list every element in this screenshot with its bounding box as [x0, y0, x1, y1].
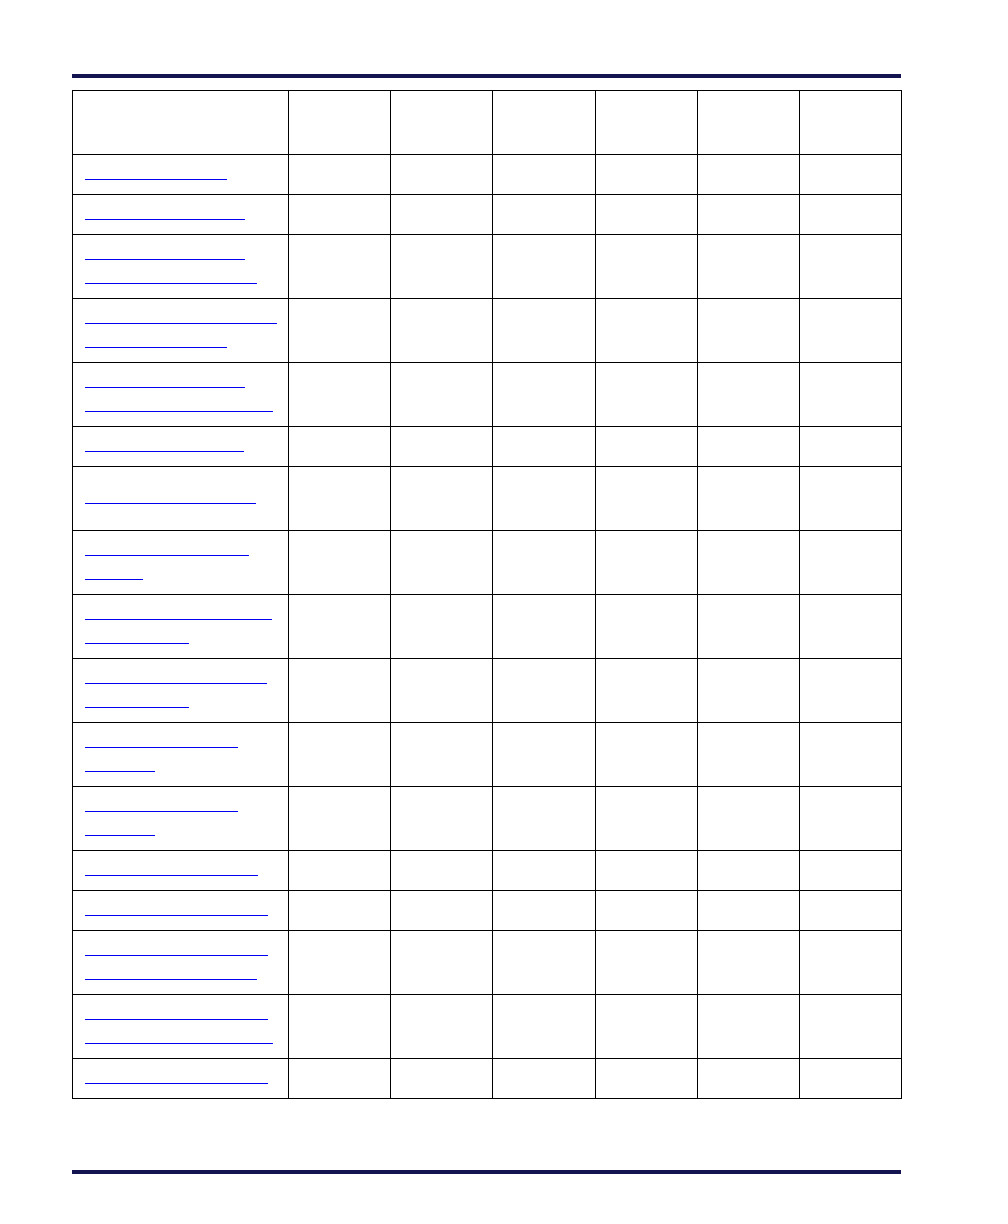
link-underline — [85, 979, 257, 980]
table-cell — [493, 363, 595, 427]
table-cell — [289, 235, 391, 299]
link-cell — [73, 1059, 289, 1099]
table-cell — [493, 299, 595, 363]
table-cell — [391, 995, 493, 1059]
table-row — [73, 787, 902, 851]
data-table — [72, 90, 902, 1099]
link-line[interactable] — [85, 608, 288, 622]
link-line[interactable] — [85, 168, 288, 182]
table-cell — [595, 851, 697, 891]
table-cell — [799, 851, 901, 891]
header-rule — [72, 74, 901, 78]
link-underline — [85, 179, 227, 180]
table-cell — [289, 851, 391, 891]
link-line[interactable] — [85, 736, 288, 750]
link-text[interactable] — [85, 544, 288, 582]
table-cell — [493, 931, 595, 995]
link-text[interactable] — [85, 736, 288, 774]
link-cell — [73, 595, 289, 659]
link-line[interactable] — [85, 544, 288, 558]
link-underline — [85, 219, 245, 220]
link-line[interactable] — [85, 800, 288, 814]
table-cell — [289, 995, 391, 1059]
table-cell — [595, 995, 697, 1059]
table-row — [73, 995, 902, 1059]
table-cell — [697, 995, 799, 1059]
table-cell — [493, 155, 595, 195]
table-cell — [595, 1059, 697, 1099]
table-cell — [799, 467, 901, 531]
link-line[interactable] — [85, 672, 288, 686]
table-cell — [697, 787, 799, 851]
link-underline — [85, 387, 245, 388]
link-text[interactable] — [85, 1072, 288, 1086]
table-cell — [595, 787, 697, 851]
link-text[interactable] — [85, 864, 288, 878]
table-cell — [493, 195, 595, 235]
table-cell — [493, 723, 595, 787]
link-cell — [73, 363, 289, 427]
link-text[interactable] — [85, 168, 288, 182]
link-underline — [85, 411, 273, 412]
table-cell — [493, 1059, 595, 1099]
link-cell — [73, 427, 289, 467]
link-text[interactable] — [85, 608, 288, 646]
table-cell — [289, 467, 391, 531]
link-cell — [73, 787, 289, 851]
table-cell — [493, 787, 595, 851]
table-row — [73, 531, 902, 595]
link-line[interactable] — [85, 1072, 288, 1086]
link-line[interactable] — [85, 632, 288, 646]
table-cell — [595, 467, 697, 531]
table-cell — [697, 155, 799, 195]
link-text[interactable] — [85, 1008, 288, 1046]
link-text[interactable] — [85, 376, 288, 414]
link-cell — [73, 931, 289, 995]
table-row — [73, 467, 902, 531]
link-underline — [85, 555, 249, 556]
table-row — [73, 235, 902, 299]
table-cell — [391, 659, 493, 723]
table-row — [73, 195, 902, 235]
link-cell — [73, 155, 289, 195]
table-cell — [391, 467, 493, 531]
header-cell — [391, 91, 493, 155]
link-line[interactable] — [85, 248, 288, 262]
table-cell — [697, 595, 799, 659]
table-cell — [493, 891, 595, 931]
table-cell — [493, 851, 595, 891]
link-text[interactable] — [85, 208, 288, 222]
link-line[interactable] — [85, 400, 288, 414]
table-row — [73, 851, 902, 891]
table-cell — [391, 787, 493, 851]
link-underline — [85, 955, 268, 956]
link-underline — [85, 707, 189, 708]
table-cell — [697, 723, 799, 787]
table-cell — [595, 595, 697, 659]
table-cell — [289, 155, 391, 195]
table-cell — [799, 427, 901, 467]
table-cell — [391, 531, 493, 595]
table-cell — [391, 427, 493, 467]
link-underline — [85, 1019, 268, 1020]
table-cell — [289, 1059, 391, 1099]
table-cell — [391, 891, 493, 931]
link-cell — [73, 195, 289, 235]
link-cell — [73, 467, 289, 531]
table-cell — [493, 467, 595, 531]
table-cell — [799, 659, 901, 723]
table-row — [73, 659, 902, 723]
table-cell — [697, 891, 799, 931]
table-cell — [289, 195, 391, 235]
table-cell — [289, 787, 391, 851]
link-underline — [85, 771, 155, 772]
table-cell — [697, 363, 799, 427]
table-cell — [697, 659, 799, 723]
link-underline — [85, 323, 277, 324]
table-cell — [289, 595, 391, 659]
link-line[interactable] — [85, 312, 288, 326]
table-cell — [697, 299, 799, 363]
header-cell — [697, 91, 799, 155]
link-cell — [73, 851, 289, 891]
table-cell — [595, 363, 697, 427]
link-underline — [85, 1043, 273, 1044]
link-line[interactable] — [85, 568, 288, 582]
link-underline — [85, 451, 244, 452]
table-header-row — [73, 91, 902, 155]
table-row — [73, 427, 902, 467]
link-underline — [85, 347, 227, 348]
table-cell — [493, 995, 595, 1059]
table-cell — [799, 891, 901, 931]
link-underline — [85, 915, 268, 916]
table-cell — [391, 235, 493, 299]
table-cell — [595, 427, 697, 467]
table-row — [73, 299, 902, 363]
link-text[interactable] — [85, 672, 288, 710]
link-underline — [85, 811, 238, 812]
table-row — [73, 155, 902, 195]
table-cell — [493, 427, 595, 467]
table-cell — [493, 659, 595, 723]
link-text[interactable] — [85, 440, 288, 454]
table-cell — [799, 723, 901, 787]
table-cell — [289, 299, 391, 363]
link-underline — [85, 1083, 268, 1084]
table-cell — [799, 995, 901, 1059]
link-underline — [85, 259, 245, 260]
link-line[interactable] — [85, 376, 288, 390]
link-cell — [73, 235, 289, 299]
link-underline — [85, 875, 258, 876]
link-underline — [85, 579, 143, 580]
table-cell — [799, 299, 901, 363]
link-cell — [73, 299, 289, 363]
link-underline — [85, 747, 238, 748]
link-line[interactable] — [85, 1008, 288, 1022]
table-cell — [799, 155, 901, 195]
table-cell — [289, 659, 391, 723]
header-cell — [493, 91, 595, 155]
table-cell — [595, 659, 697, 723]
table-cell — [493, 595, 595, 659]
table-cell — [391, 155, 493, 195]
table-cell — [799, 787, 901, 851]
link-underline — [85, 683, 267, 684]
table-row — [73, 723, 902, 787]
link-line[interactable] — [85, 208, 288, 222]
table-cell — [289, 723, 391, 787]
footer-rule — [72, 1170, 901, 1174]
link-text[interactable] — [85, 944, 288, 982]
table-row — [73, 363, 902, 427]
table-cell — [799, 595, 901, 659]
link-line[interactable] — [85, 904, 288, 918]
link-line[interactable] — [85, 492, 288, 506]
link-text[interactable] — [85, 904, 288, 918]
link-text[interactable] — [85, 248, 288, 286]
table-cell — [799, 531, 901, 595]
link-underline — [85, 503, 256, 504]
table-cell — [595, 299, 697, 363]
table-cell — [595, 155, 697, 195]
link-line[interactable] — [85, 696, 288, 710]
table-cell — [799, 363, 901, 427]
link-line[interactable] — [85, 760, 288, 774]
table-cell — [289, 891, 391, 931]
table-cell — [391, 195, 493, 235]
link-line[interactable] — [85, 440, 288, 454]
header-cell — [799, 91, 901, 155]
table-cell — [391, 723, 493, 787]
link-underline — [85, 619, 272, 620]
link-underline — [85, 835, 155, 836]
table-cell — [391, 299, 493, 363]
link-line[interactable] — [85, 864, 288, 878]
link-cell — [73, 531, 289, 595]
table-cell — [595, 931, 697, 995]
table-cell — [697, 931, 799, 995]
link-line[interactable] — [85, 944, 288, 958]
link-cell — [73, 891, 289, 931]
link-text[interactable] — [85, 800, 288, 838]
link-cell — [73, 995, 289, 1059]
table-cell — [697, 531, 799, 595]
table-cell — [799, 931, 901, 995]
link-cell — [73, 723, 289, 787]
table-cell — [595, 891, 697, 931]
header-cell — [595, 91, 697, 155]
table-row — [73, 1059, 902, 1099]
table-cell — [289, 427, 391, 467]
link-line[interactable] — [85, 336, 288, 350]
table-cell — [595, 235, 697, 299]
table-cell — [697, 1059, 799, 1099]
link-underline — [85, 283, 257, 284]
table-row — [73, 891, 902, 931]
table-cell — [595, 195, 697, 235]
table-cell — [391, 595, 493, 659]
table-cell — [391, 851, 493, 891]
header-cell — [289, 91, 391, 155]
table-row — [73, 595, 902, 659]
table-cell — [799, 195, 901, 235]
table-cell — [799, 1059, 901, 1099]
table-cell — [595, 723, 697, 787]
table-cell — [391, 363, 493, 427]
link-text[interactable] — [85, 312, 288, 350]
link-line[interactable] — [85, 272, 288, 286]
table-cell — [289, 363, 391, 427]
link-text[interactable] — [85, 492, 288, 506]
header-cell — [73, 91, 289, 155]
table-cell — [493, 235, 595, 299]
table-cell — [697, 851, 799, 891]
table-cell — [697, 235, 799, 299]
table-cell — [289, 931, 391, 995]
table-body — [73, 155, 902, 1099]
table-cell — [391, 931, 493, 995]
link-line[interactable] — [85, 968, 288, 982]
link-line[interactable] — [85, 824, 288, 838]
link-line[interactable] — [85, 1032, 288, 1046]
link-underline — [85, 643, 189, 644]
table-cell — [697, 467, 799, 531]
link-cell — [73, 659, 289, 723]
table-cell — [493, 531, 595, 595]
table-cell — [799, 235, 901, 299]
table-cell — [391, 1059, 493, 1099]
table-cell — [289, 531, 391, 595]
table-cell — [697, 427, 799, 467]
table-cell — [595, 531, 697, 595]
table-row — [73, 931, 902, 995]
table-cell — [697, 195, 799, 235]
